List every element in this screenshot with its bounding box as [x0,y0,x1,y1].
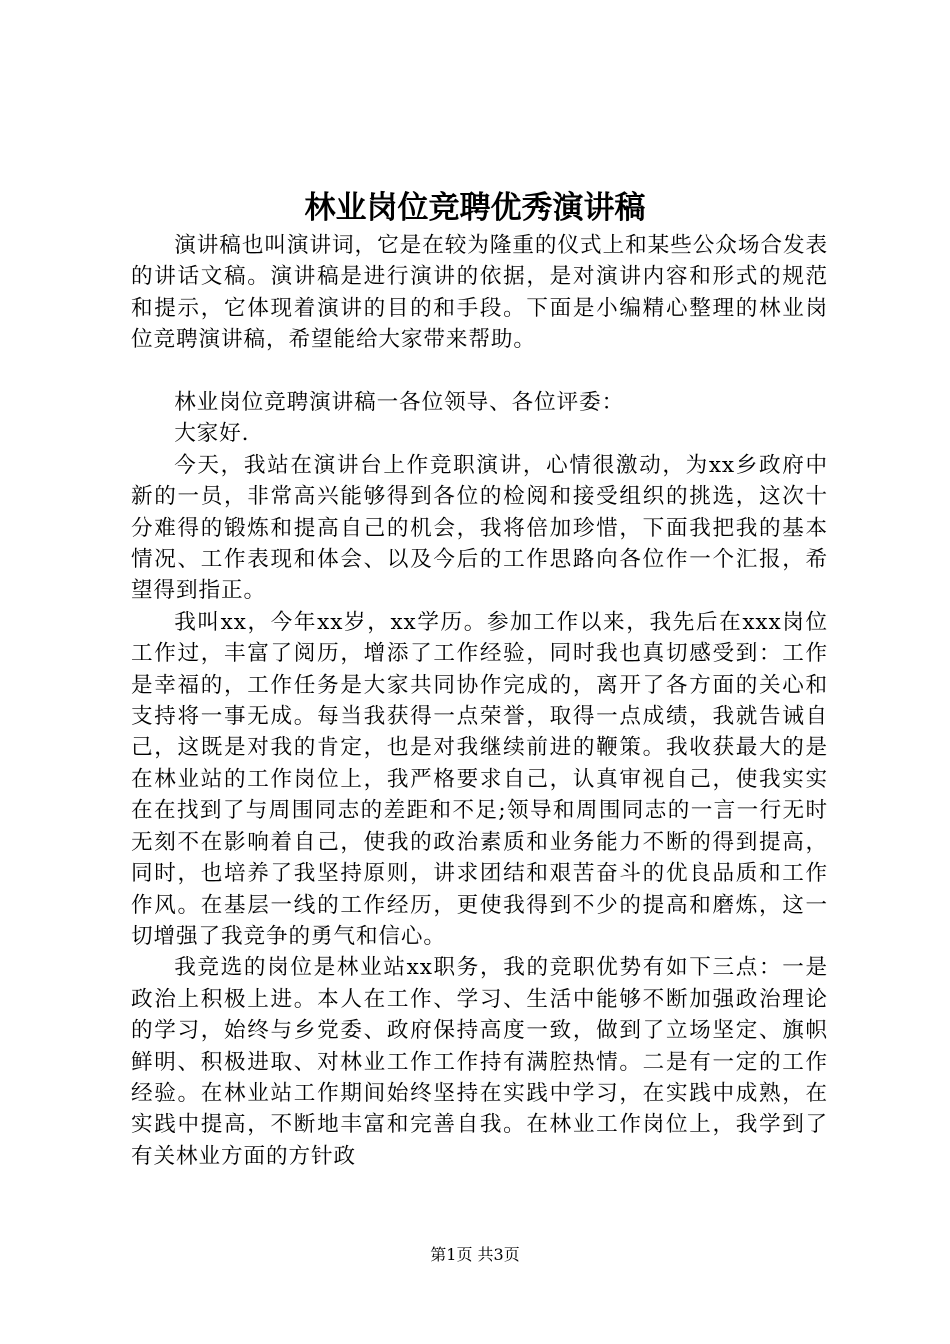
intro-paragraph: 演讲稿也叫演讲词，它是在较为隆重的仪式上和某些公众场合发表的讲话文稿。演讲稿是进行演讲的依据，是对演讲内容和形式的规范和提示，它体现着演讲的目的和手段。下面是小编精心整理的林业岗位竞聘演讲稿，希望能给大家带来帮助。 [131,233,828,353]
body-paragraph: 我竞选的岗位是林业站xx职务，我的竞职优势有如下三点：一是政治上积极上进。本人在工作、学习、生活中能够不断加强政治理论的学习，始终与乡党委、政府保持高度一致，做到了立场坚定、旗帜鲜明、积极进取、对林业工作工作持有满腔热情。二是有一定的工作经验。在林业站工作期间始终坚持在实践中学习，在实践中成熟，在实践中提高，不断地丰富和完善自我。在林业工作岗位上，我学到了有关林业方面的方针政 [131,955,828,1169]
document-title: 林业岗位竞聘优秀演讲稿 [304,190,646,226]
body-paragraph: 大家好. [174,421,250,447]
page-footer: 第1页 共3页 [430,1245,520,1264]
paragraph-spacer [131,356,828,387]
document-body [131,230,828,1172]
body-paragraph: 我叫xx，今年xx岁，xx学历。参加工作以来，我先后在xxx岗位工作过，丰富了阅历，增添了工作经验，同时我也真切感受到：工作是幸福的，工作任务是大家共同协作完成的，离开了各方面的关心和支持将一事无成。每当我获得一点荣誉，取得一点成绩，我就告诫自己，这既是对我的肯定，也是对我继续前进的鞭策。我收获最大的是在林业站的工作岗位上，我严格要求自己，认真审视自己，使我实实在在找到了与周围同志的差距和不足;领导和周围同志的一言一行无时无刻不在影响着自己，使我的政治素质和业务能力不断的得到提高，同时，也培养了我坚持原则，讲求团结和艰苦奋斗的优良品质和工作作风。在基层一线的工作经历，更使我得到不少的提高和磨炼，这一切增强了我竞争的勇气和信心。 [131,609,828,949]
body-paragraph: 林业岗位竞聘演讲稿一各位领导、各位评委： [174,390,625,416]
body-paragraph: 今天，我站在演讲台上作竞职演讲，心情很激动，为xx乡政府中新的一员，非常高兴能够得到各位的检阅和接受组织的挑选，这次十分难得的锻炼和提高自己的机会，我将倍加珍惜，下面我把我的基本情况、工作表现和体会、以及今后的工作思路向各位作一个汇报，希望得到指正。 [131,452,828,604]
